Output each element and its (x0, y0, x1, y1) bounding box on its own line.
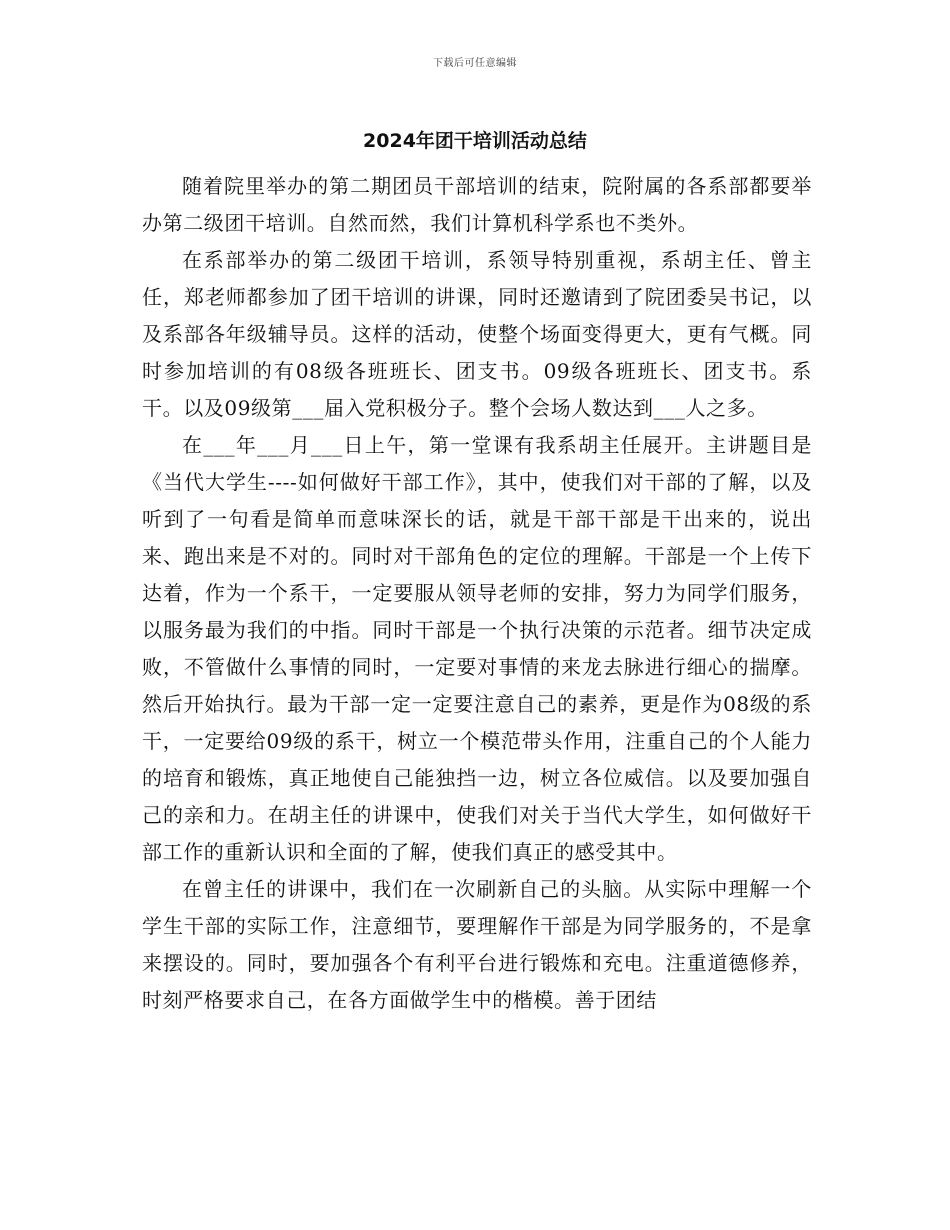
paragraph-2: 在系部举办的第二级团干培训，系领导特别重视，系胡主任、曾主任，郑老师都参加了团干培训的讲课，同时还邀请到了院团委吴书记，以及系部各年级辅导员。这样的活动，使整个场面变得更大，更有气概。同时参加培训的有08级各班班长、团支书。09级各班班长、团支书。系干。以及09级第___届入党积极分子。整个会场人数达到___人之多。 (142, 248, 812, 420)
paragraph-1: 随着院里举办的第二期团员干部培训的结束，院附属的各系部都要举办第二级团干培训。自然而然，我们计算机科学系也不类外。 (142, 174, 812, 235)
document-title: 2024年团干培训活动总结 (363, 130, 587, 152)
paragraph-4: 在曾主任的讲课中，我们在一次刷新自己的头脑。从实际中理解一个学生干部的实际工作，注意细节，要理解作干部是为同学服务的，不是拿来摆设的。同时，要加强各个有利平台进行锻炼和充电。注重道德修养，时刻严格要求自己，在各方面做学生中的楷模。善于团结 (142, 877, 812, 1012)
page-header-note: 下载后可任意编辑 (433, 58, 517, 69)
paragraph-3: 在___年___月___日上午，第一堂课有我系胡主任展开。主讲题目是《当代大学生----如何做好干部工作》，其中，使我们对干部的了解，以及听到了一句看是简单而意味深长的话，就是干部干部是干出来的，说出来、跑出来是不对的。同时对干部角色的定位的理解。干部是一个上传下达着，作为一个系干，一定要服从领导老师的安排，努力为同学们服务，以服务最为我们的中指。同时干部是一个执行决策的示范者。细节决定成败，不管做什么事情的同时，一定要对事情的来龙去脉进行细心的揣摩。然后开始执行。最为干部一定一定要注意自己的素养，更是作为08级的系干，一定要给09级的系干，树立一个模范带头作用，注重自己的个人能力的培育和锻炼，真正地使自己能独挡一边，树立各位威信。以及要加强自己的亲和力。在胡主任的讲课中，使我们对关于当代大学生，如何做好干部工作的重新认识和全面的了解，使我们真正的感受其中。 (142, 433, 812, 864)
document-body (142, 168, 812, 1019)
